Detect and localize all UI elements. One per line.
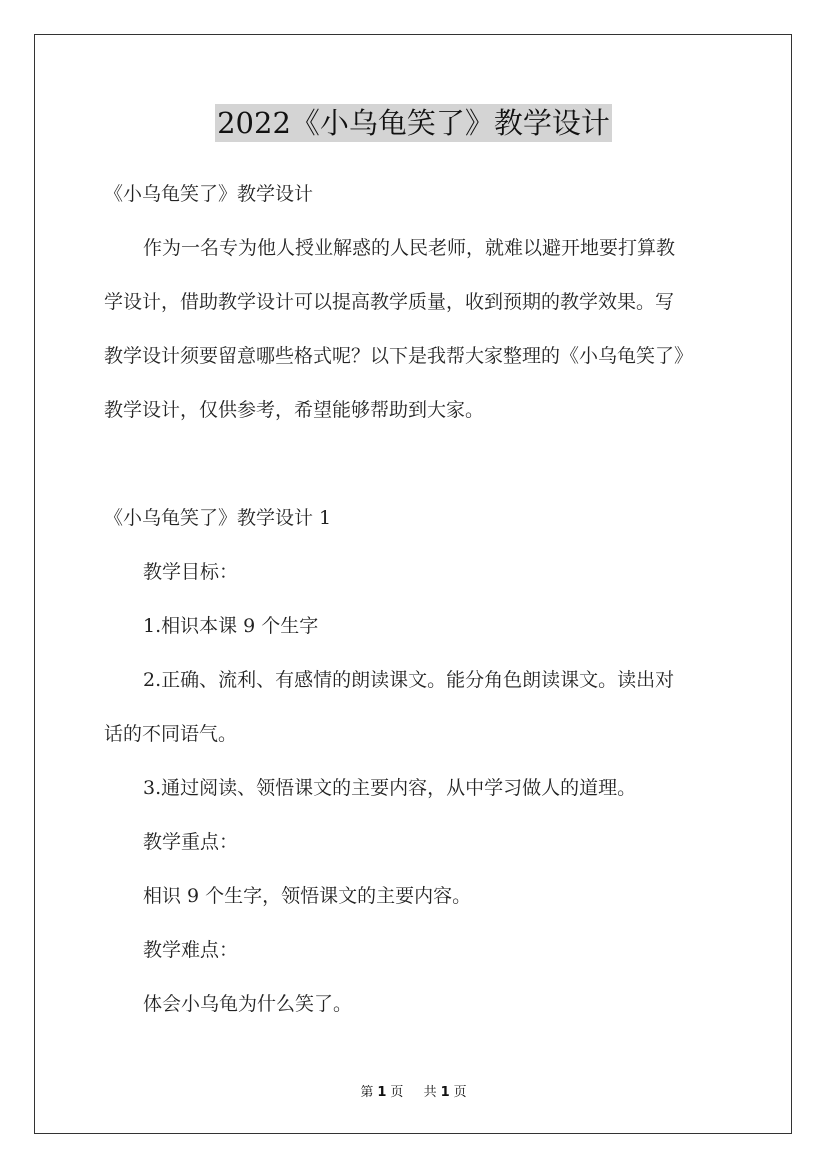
section-heading: 《小乌龟笑了》教学设计 1 — [104, 507, 332, 529]
key-points-label: 教学重点： — [143, 831, 239, 853]
title-container — [0, 104, 827, 142]
goal-item-2-continued: 话的不同语气。 — [104, 723, 238, 745]
page-total: 共 1 页 — [423, 1085, 467, 1100]
document-subtitle: 《小乌龟笑了》教学设计 — [104, 183, 314, 205]
goals-label: 教学目标： — [143, 561, 239, 583]
goal-item-3: 3.通过阅读、领悟课文的主要内容，从中学习做人的道理。 — [143, 777, 637, 799]
goal-item-1: 1.相识本课 9 个生字 — [143, 615, 319, 637]
document-title: 2022《小乌龟笑了》教学设计 — [217, 106, 610, 140]
key-points-text: 相识 9 个生字，领悟课文的主要内容。 — [143, 885, 472, 907]
intro-line-1: 作为一名专为他人授业解惑的人民老师，就难以避开地要打算教 — [143, 237, 676, 259]
page-number: 第 1 页 — [360, 1085, 404, 1100]
intro-line-2: 学设计，借助教学设计可以提高教学质量，收到预期的教学效果。写 — [104, 291, 675, 313]
difficulty-text: 体会小乌龟为什么笑了。 — [143, 993, 353, 1015]
page-footer — [0, 1084, 827, 1102]
intro-line-3: 教学设计须要留意哪些格式呢？以下是我帮大家整理的《小乌龟笑了》 — [104, 345, 694, 367]
goal-item-2: 2.正确、流利、有感情的朗读课文。能分角色朗读课文。读出对 — [143, 669, 675, 691]
difficulty-label: 教学难点： — [143, 939, 239, 961]
intro-line-4: 教学设计，仅供参考，希望能够帮助到大家。 — [104, 399, 485, 421]
